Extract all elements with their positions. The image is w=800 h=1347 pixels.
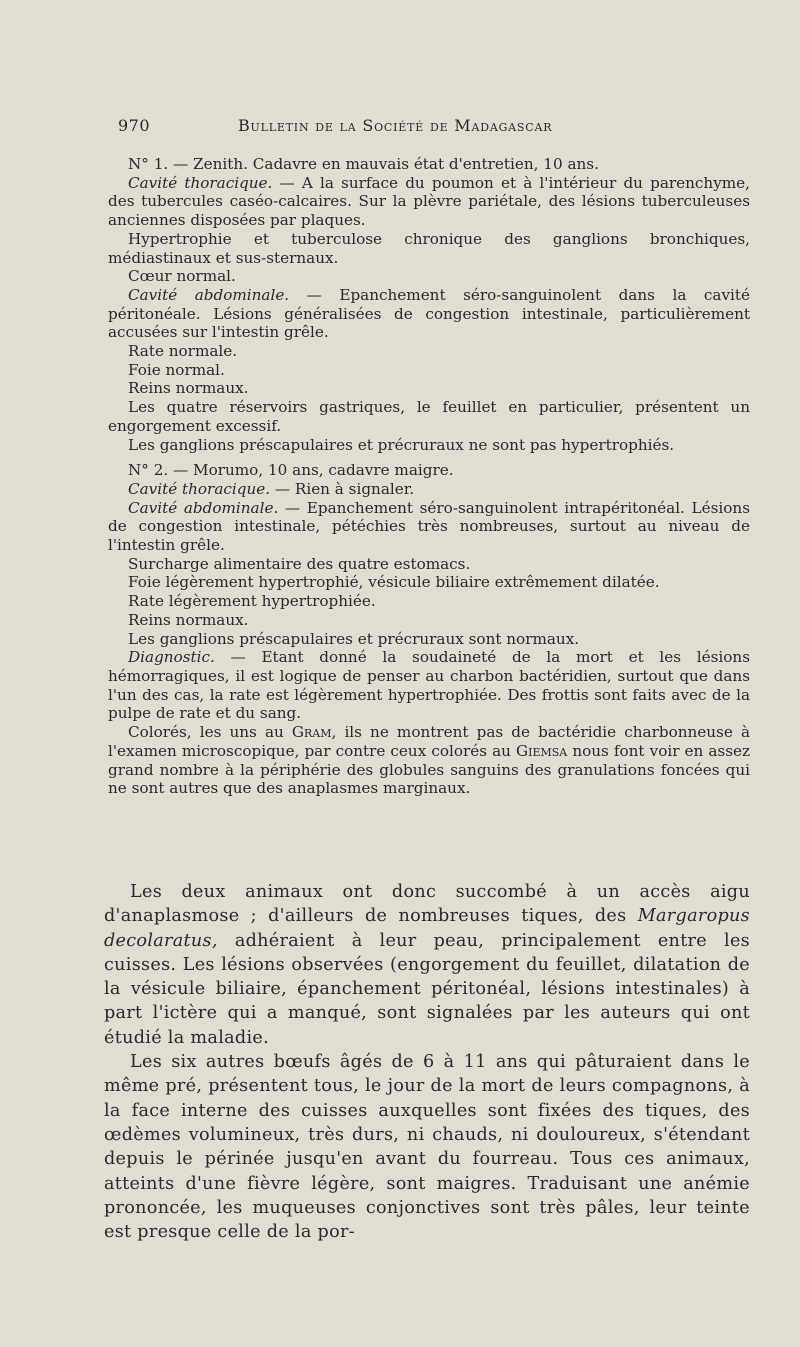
case1-abdomen-label: Cavité abdominale.	[128, 285, 290, 304]
case2-diag-text: — Etant donné la soudaineté de la mort et les lésions hémorragiques, il est logique de penser au charbon bactéridien, surtout que dans l'un des cas, la rate est légèrement hypertrophiée. Des frottis sont faits avec de la pulpe de rate et du sang.	[108, 648, 750, 723]
case2-abdomen-text: — Epanchement séro-sanguinolent intrapéritonéal. Lésions de congestion intestinale, pétéchies très nombreuses, surtout au niveau de l'intestin grêle.	[108, 498, 750, 555]
case1-abdomen-text: — Epanchement séro-sanguinolent dans la cavité péritonéale. Lésions généralisées de congestion intestinale, particulièrement accusées sur l'intestin grêle.	[108, 285, 750, 342]
case1-abdomen	[108, 286, 750, 342]
case2-abdomen	[108, 499, 750, 555]
p1-part-b: adhéraient à leur peau, principalement entre les cuisses. Les lésions observées (engorgement du feuillet, dilatation de la vésicule biliaire, épanchement péritonéal, lésions intestinales) à part l'ictère qui a manqué, sont signalées par les auteurs qui ont étudié la maladie.	[104, 930, 750, 1048]
case1-stomach: Les quatre réservoirs gastriques, le feuillet en particulier, présentent un engorgement excessif.	[108, 398, 750, 435]
case2-thorax	[108, 480, 750, 499]
giemsa-term: Giemsa	[516, 741, 568, 760]
case2-spleen: Rate légèrement hypertrophiée.	[128, 592, 376, 611]
body-paragraph-1	[104, 880, 750, 1050]
main-text	[104, 880, 750, 1244]
body-paragraph-2: Les six autres bœufs âgés de 6 à 11 ans qui pâturaient dans le même pré, présentent tous, le jour de la mort de leurs compagnons, à la face interne des cuisses auxquelles sont fixées des tiques, des œdèmes volumineux, très durs, ni chauds, ni douloureux, s'étendant depuis le périnée jusqu'en avant du fourreau. Tous ces animaux, atteints d'une fièvre légère, sont maigres. Traduisant une anémie prononcée, les muqueuses conjonctives sont très pâles, leur teinte est presque celle de la por-	[104, 1052, 750, 1243]
case2-stain-b: , ils ne montrent pas de bactéridie charbonneuse à l'examen microscopique, par contre ceux colorés au	[108, 723, 750, 760]
case1-thorax-text: — A la surface du poumon et à l'intérieur du parenchyme, des tubercules caséo-calcaires. Sur la plèvre pariétale, des lésions tuberculeuses anciennes disposées par plaques.	[108, 173, 751, 230]
case1-thorax-label: Cavité thoracique.	[128, 173, 273, 192]
case1-liver: Foie normal.	[128, 360, 225, 379]
case2-overload: Surcharge alimentaire des quatre estomacs.	[128, 554, 471, 573]
case1-kidneys: Reins normaux.	[128, 379, 249, 398]
case2-abdomen-label: Cavité abdominale.	[128, 498, 279, 517]
case1-thorax	[108, 174, 750, 230]
case2-intro: N° 2. — Morumo, 10 ans, cadavre maigre.	[128, 461, 454, 480]
case2-staining	[108, 723, 750, 798]
case2-nodes: Les ganglions préscapulaires et précruraux sont normaux.	[128, 629, 580, 648]
running-title: Bulletin de la Société de Madagascar	[238, 116, 553, 135]
case-reports	[108, 155, 750, 798]
species-name: Margaropus decolaratus,	[104, 906, 750, 951]
case2-stain-c: nous font voir en assez grand nombre à la périphérie des globules sanguins des granulations foncées qui ne sont autres que des anaplasmes marginaux.	[108, 741, 750, 798]
case1-intro: N° 1. — Zenith. Cadavre en mauvais état d'entretien, 10 ans.	[128, 155, 599, 173]
case2-thorax-text: — Rien à signaler.	[270, 479, 415, 498]
case2-kidneys: Reins normaux.	[128, 610, 249, 629]
case2-diag-label: Diagnostic.	[128, 648, 215, 667]
case1-spleen: Rate normale.	[128, 342, 238, 361]
case1-nodes: Les ganglions préscapulaires et précruraux ne sont pas hypertrophiés.	[128, 435, 675, 454]
gram-term: Gram	[291, 723, 332, 742]
case2-stain-a: Colorés, les uns au	[128, 723, 292, 742]
running-header	[118, 116, 750, 140]
case1-heart: Cœur normal.	[128, 267, 236, 286]
case2-liver: Foie légèrement hypertrophié, vésicule biliaire extrêmement dilatée.	[128, 573, 660, 592]
page-number: 970	[118, 116, 151, 135]
case2-thorax-label: Cavité thoracique.	[128, 479, 271, 498]
case1-lymph: Hypertrophie et tuberculose chronique des ganglions bronchiques, médiastinaux et sus-sternaux.	[108, 229, 750, 267]
p1-part-a: Les deux animaux ont donc succombé à un accès aigu d'anaplasmose ; d'ailleurs de nombreuses tiques, des	[104, 882, 750, 927]
case2-diagnostic	[108, 648, 750, 723]
